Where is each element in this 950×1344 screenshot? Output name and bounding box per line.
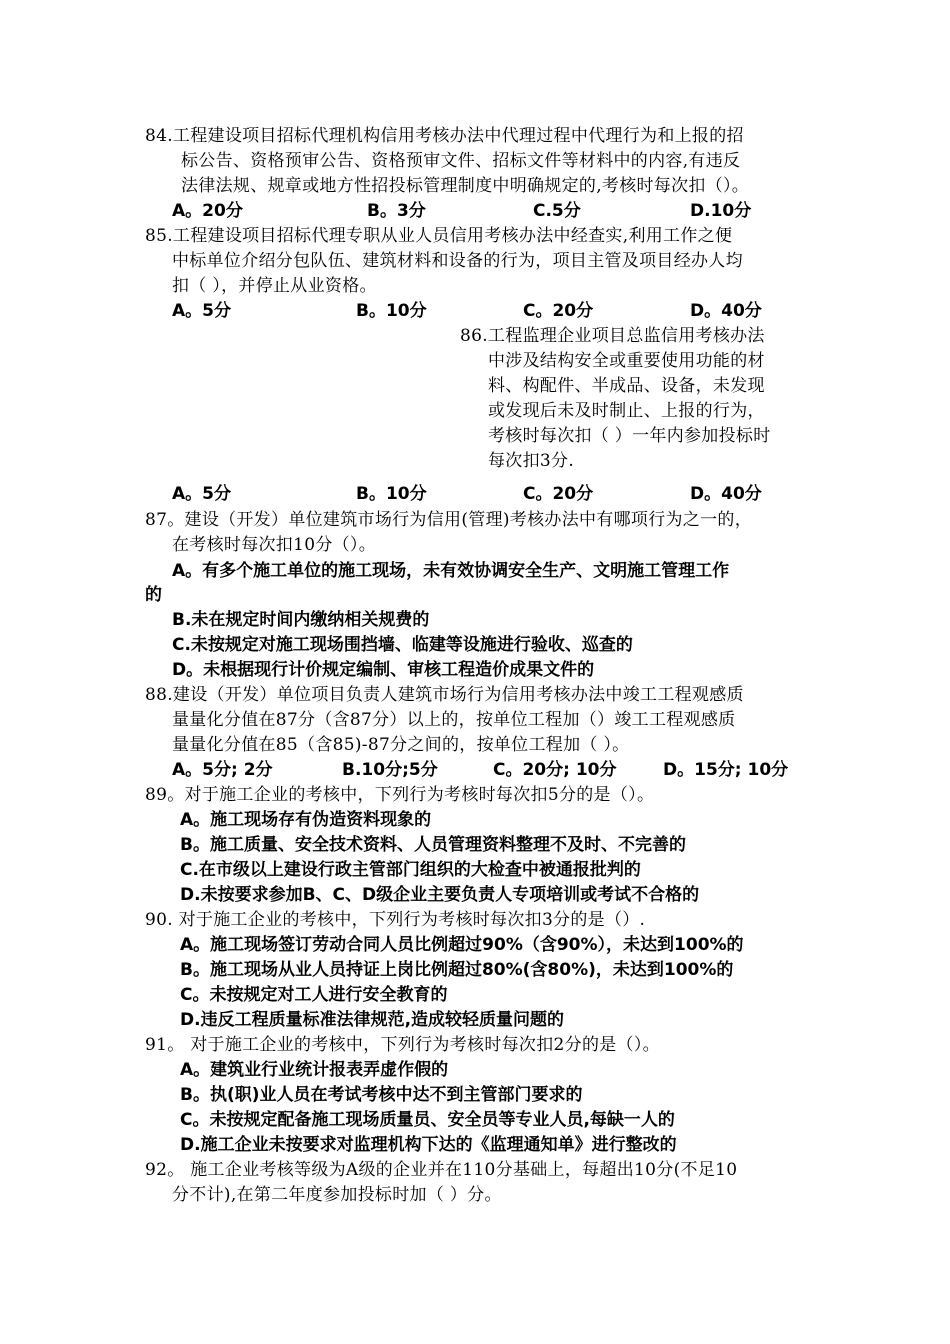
- question-88-line-1: 88.建设（开发）单位项目负责人建筑市场行为信用考核办法中竣工工程观感质: [145, 685, 744, 705]
- question-90-line-1: 90. 对于施工企业的考核中，下列行为考核时每次扣3分的是（）.: [145, 910, 646, 930]
- question-86-option-b: B。10分: [356, 484, 427, 504]
- question-91-option-a: A。建筑业行业统计报表弄虚作假的: [180, 1060, 449, 1080]
- question-89-option-d: D.未按要求参加B、C、D级企业主要负责人专项培训或考试不合格的: [180, 885, 700, 905]
- question-84-line-2: 标公告、资格预审公告、资格预审文件、招标文件等材料中的内容,有违反: [181, 151, 741, 171]
- question-85-line-3: 扣（ ），并停止从业资格。: [172, 276, 377, 296]
- question-85-option-c: C。20分: [523, 301, 594, 321]
- question-88-option-d: D。15分; 10分: [663, 760, 789, 780]
- question-88-line-2: 量量化分值在87分（含87分）以上的，按单位工程加（）竣工工程观感质: [172, 710, 736, 730]
- question-87-line-1: 87。建设（开发）单位建筑市场行为信用(管理)考核办法中有哪项行为之一的，: [145, 510, 752, 530]
- question-86-option-a: A。5分: [172, 484, 231, 504]
- question-87-option-a-cont: 的: [145, 585, 162, 605]
- question-84-line-1: 84.工程建设项目招标代理机构信用考核办法中代理过程中代理行为和上报的招: [145, 126, 744, 146]
- question-90-option-a: A。施工现场签订劳动合同人员比例超过90%（含90%），未达到100%的: [180, 935, 744, 955]
- question-86-line-2: 中涉及结构安全或重要使用功能的材: [488, 351, 765, 371]
- question-90-option-b: B。施工现场从业人员持证上岗比例超过80%(含80%)，未达到100%的: [180, 960, 734, 980]
- question-86-line-4: 或发现后未及时制止、上报的行为，: [488, 401, 765, 421]
- question-85-line-2: 中标单位介绍分包队伍、建筑材料和设备的行为，项目主管及项目经办人均: [172, 251, 743, 271]
- question-85-option-d: D。40分: [690, 301, 762, 321]
- question-85-option-b: B。10分: [356, 301, 427, 321]
- question-89-line-1: 89。对于施工企业的考核中，下列行为考核时每次扣5分的是（）。: [145, 785, 655, 805]
- question-84-option-c: C.5分: [533, 201, 581, 221]
- question-86-line-5: 考核时每次扣（ ）一年内参加投标时: [488, 426, 771, 446]
- question-84-line-3: 法律法规、规章或地方性招投标管理制度中明确规定的,考核时每次扣（）。: [181, 176, 750, 196]
- question-88-option-a: A。5分; 2分: [172, 760, 273, 780]
- question-87-line-2: 在考核时每次扣10分（）。: [172, 535, 377, 555]
- question-85-line-1: 85.工程建设项目招标代理专职从业人员信用考核办法中经查实,利用工作之便: [145, 226, 733, 246]
- question-84-option-d: D.10分: [690, 201, 752, 221]
- question-84-option-b: B。3分: [367, 201, 426, 221]
- question-92-line-2: 分不计),在第二年度参加投标时加（ ）分。: [172, 1185, 502, 1205]
- question-89-option-c: C.在市级以上建设行政主管部门组织的大检查中被通报批判的: [180, 860, 641, 880]
- question-87-option-d: D。未根据现行计价规定编制、审核工程造价成果文件的: [172, 660, 595, 680]
- question-90-option-d: D.违反工程质量标准法律规范,造成较轻质量问题的: [180, 1010, 565, 1030]
- question-85-option-a: A。5分: [172, 301, 231, 321]
- question-87-option-a: A。有多个施工单位的施工现场，未有效协调安全生产、文明施工管理工作: [172, 561, 730, 581]
- question-86-line-6: 每次扣3分.: [488, 451, 575, 471]
- question-88-option-b: B.10分;5分: [342, 760, 438, 780]
- question-86-line-1: 86.工程监理企业项目总监信用考核办法: [460, 326, 765, 346]
- question-91-option-d: D.施工企业未按要求对监理机构下达的《监理通知单》进行整改的: [180, 1135, 677, 1155]
- question-86-option-c: C。20分: [523, 484, 594, 504]
- question-87-option-b: B.未在规定时间内缴纳相关规费的: [172, 610, 430, 630]
- question-88-line-3: 量量化分值在85（含85)-87分之间的，按单位工程加（ ）。: [172, 735, 630, 755]
- question-92-line-1: 92。 施工企业考核等级为A级的企业并在110分基础上，每超出10分(不足10: [145, 1160, 738, 1180]
- question-90-option-c: C。未按规定对工人进行安全教育的: [180, 985, 448, 1005]
- question-87-option-c: C.未按规定对施工现场围挡墙、临建等设施进行验收、巡查的: [172, 635, 633, 655]
- question-89-option-b: B。施工质量、安全技术资料、人员管理资料整理不及时、不完善的: [180, 835, 686, 855]
- question-84-option-a: A。20分: [172, 201, 243, 221]
- question-89-option-a: A。施工现场存有伪造资料现象的: [180, 810, 432, 830]
- question-91-option-c: C。未按规定配备施工现场质量员、安全员等专业人员,每缺一人的: [180, 1110, 675, 1130]
- question-91-line-1: 91。 对于施工企业的考核中，下列行为考核时每次扣2分的是（）。: [145, 1035, 660, 1055]
- question-86-option-d: D。40分: [690, 484, 762, 504]
- question-86-line-3: 料、构配件、半成品、设备，未发现: [488, 376, 765, 396]
- question-91-option-b: B。执(职)业人员在考试考核中达不到主管部门要求的: [180, 1085, 583, 1105]
- question-88-option-c: C。20分; 10分: [493, 760, 617, 780]
